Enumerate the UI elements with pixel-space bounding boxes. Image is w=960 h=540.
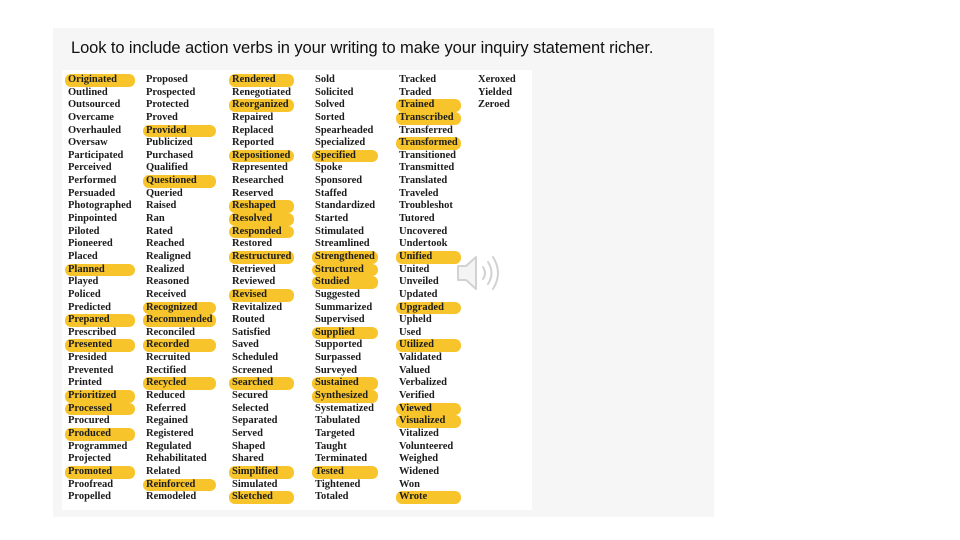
verb-item: Transmitted [399, 162, 455, 174]
highlighted-verb: Transcribed [396, 112, 461, 125]
verb-item: Reported [232, 137, 274, 149]
verb-item: Tightened [315, 478, 361, 490]
verb-item: Suggested [315, 288, 360, 300]
verb-item: Performed [68, 175, 117, 187]
verb-item: Sold [315, 74, 335, 85]
highlighted-verb: Originated [65, 74, 135, 87]
verb-item: Volunteered [399, 440, 454, 452]
verb-item: Participated [68, 149, 124, 161]
verb-item: Supported [315, 339, 363, 351]
verb-item: Rehabilitated [146, 453, 207, 465]
verb-item: Staffed [315, 187, 348, 199]
verb-item: Screened [232, 364, 273, 376]
verb-item: Realigned [146, 250, 191, 262]
verb-item: Xeroxed [478, 74, 516, 85]
highlighted-verb: Resolved [229, 213, 294, 226]
verb-item: Oversaw [68, 137, 108, 149]
verb-item: Systematized [315, 402, 374, 414]
verb-item: Restored [232, 238, 273, 250]
verb-item: Undertook [399, 238, 448, 250]
highlighted-verb: Sketched [229, 491, 294, 504]
verb-item: Remodeled [146, 491, 197, 503]
verb-item: Standardized [315, 200, 376, 212]
verb-item: Projected [68, 453, 111, 465]
verb-item: Weighed [399, 453, 439, 465]
verb-column-4 [315, 74, 378, 504]
highlighted-verb: Recognized [143, 302, 216, 315]
highlighted-verb: Questioned [143, 175, 216, 188]
verb-item: Started [315, 213, 349, 225]
verb-item: Referred [146, 402, 187, 414]
verb-item: Prevented [68, 364, 114, 376]
verb-item: Zeroed [478, 99, 510, 111]
verb-item: Rated [146, 225, 173, 237]
highlighted-verb: Sustained [312, 377, 378, 390]
verb-item: Solved [315, 99, 345, 111]
highlighted-verb: Restructured [229, 251, 294, 264]
verb-item: Ran [146, 213, 165, 225]
verb-item: Replaced [232, 124, 274, 136]
verb-item: Supervised [315, 314, 365, 326]
verb-item: Queried [146, 187, 183, 199]
verb-item: Protected [146, 99, 189, 111]
highlighted-verb: Upgraded [396, 302, 461, 315]
verb-item: Taught [315, 440, 347, 452]
highlighted-verb: Responded [229, 226, 294, 239]
verb-item: Propelled [68, 491, 111, 503]
verb-item: Purchased [146, 149, 194, 161]
verb-item: Vitalized [399, 427, 439, 439]
slide-heading: Look to include action verbs in your writing to make your inquiry statement richer. [71, 39, 654, 57]
highlighted-verb: Recorded [143, 339, 216, 352]
highlighted-verb: Rendered [229, 74, 294, 87]
verb-item: Updated [399, 288, 438, 300]
highlighted-verb: Reshaped [229, 200, 294, 213]
highlighted-verb: Supplied [312, 327, 378, 340]
highlighted-verb: Reinforced [143, 479, 216, 492]
highlighted-verb: Revised [229, 289, 294, 302]
verb-item: Represented [232, 162, 288, 174]
highlighted-verb: Produced [65, 428, 135, 441]
verb-item: Surpassed [315, 352, 362, 364]
verb-item: Played [68, 276, 99, 288]
verb-item: Traded [399, 86, 432, 98]
verb-item: Totaled [315, 491, 349, 503]
verb-item: Secured [232, 390, 268, 402]
highlighted-verb: Searched [229, 377, 294, 390]
verb-item: Yielded [478, 86, 513, 98]
verb-item: Presided [68, 352, 107, 364]
verb-item: Tracked [399, 74, 437, 85]
highlighted-verb: Structured [312, 264, 378, 277]
verb-column-6 [478, 74, 519, 112]
verb-item: Shared [232, 453, 264, 465]
highlighted-verb: Transformed [396, 137, 461, 150]
highlighted-verb: Utilized [396, 339, 461, 352]
verb-item: Rectified [146, 364, 187, 376]
highlighted-verb: Processed [65, 403, 135, 416]
highlighted-verb: Studied [312, 276, 378, 289]
verb-item: Routed [232, 314, 265, 326]
highlighted-verb: Prioritized [65, 390, 135, 403]
verb-item: Verbalized [399, 377, 448, 389]
highlighted-verb: Wrote [396, 491, 461, 504]
verb-item: Reasoned [146, 276, 190, 288]
verb-item: Piloted [68, 225, 100, 237]
verb-item: Publicized [146, 137, 193, 149]
highlighted-verb: Trained [396, 99, 461, 112]
verb-item: Summarized [315, 301, 373, 313]
highlighted-verb: Reorganized [229, 99, 294, 112]
verb-column-2 [146, 74, 216, 504]
highlighted-verb: Tested [312, 466, 378, 479]
highlighted-verb: Viewed [396, 403, 461, 416]
highlighted-verb: Visualized [396, 415, 461, 428]
highlighted-verb: Prepared [65, 314, 135, 327]
verb-item: Separated [232, 415, 278, 427]
verb-item: Stimulated [315, 225, 365, 237]
verb-item: Researched [232, 175, 284, 187]
highlighted-verb: Promoted [65, 466, 135, 479]
verb-item: Surveyed [315, 364, 357, 376]
highlighted-verb: Synthesized [312, 390, 378, 403]
verb-item: Regulated [146, 440, 192, 452]
verb-item: Proved [146, 111, 178, 123]
verb-item: Reached [146, 238, 185, 250]
verb-item: Qualified [146, 162, 189, 174]
verb-item: Valued [399, 364, 431, 376]
verb-item: Unveiled [399, 276, 439, 288]
verb-item: Programmed [68, 440, 128, 452]
verb-item: Placed [68, 250, 98, 262]
verb-item: Overcame [68, 111, 114, 123]
verb-item: Traveled [399, 187, 439, 199]
highlighted-verb: Simplified [229, 466, 294, 479]
verb-item: Sorted [315, 111, 345, 123]
verb-item: Perceived [68, 162, 112, 174]
verb-item: Tutored [399, 213, 435, 225]
verb-item: Satisfied [232, 326, 271, 338]
verb-item: Registered [146, 427, 194, 439]
verb-item: Translated [399, 175, 448, 187]
verb-item: Related [146, 465, 181, 477]
verb-item: Solicited [315, 86, 354, 98]
verb-item: Photographed [68, 200, 132, 212]
verb-item: Reviewed [232, 276, 276, 288]
speaker-volume-icon[interactable] [452, 245, 508, 306]
verb-item: Reduced [146, 390, 186, 402]
highlighted-verb: Strengthened [312, 251, 378, 264]
verb-item: Troubleshot [399, 200, 453, 212]
verb-item: Pioneered [68, 238, 113, 250]
verb-item: Upheld [399, 314, 432, 326]
highlighted-verb: Presented [65, 339, 135, 352]
highlighted-verb: Provided [143, 125, 216, 138]
verb-item: Scheduled [232, 352, 279, 364]
verb-item: Reconciled [146, 326, 195, 338]
verb-item: Verified [399, 390, 435, 402]
verb-item: Renegotiated [232, 86, 291, 98]
verb-item: Outsourced [68, 99, 121, 111]
verb-item: Selected [232, 402, 269, 414]
highlighted-verb: Recommended [143, 314, 216, 327]
verb-item: Proofread [68, 478, 114, 490]
verb-item: Tabulated [315, 415, 361, 427]
verb-item: Printed [68, 377, 102, 389]
verb-item: Retrieved [232, 263, 276, 275]
highlighted-verb: Recycled [143, 377, 216, 390]
verb-item: Proposed [146, 74, 188, 85]
verb-item: Spoke [315, 162, 343, 174]
verb-column-3 [232, 74, 294, 504]
verb-item: Terminated [315, 453, 368, 465]
verb-item: Received [146, 288, 187, 300]
verb-item: Spearheaded [315, 124, 374, 136]
verb-item: Persuaded [68, 187, 116, 199]
verb-item: Validated [399, 352, 442, 364]
verb-item: Procured [68, 415, 110, 427]
verb-column-1 [68, 74, 135, 504]
verb-item: Pinpointed [68, 213, 118, 225]
highlighted-verb: Unified [396, 251, 461, 264]
verb-item: Raised [146, 200, 177, 212]
verb-item: Used [399, 326, 422, 338]
verb-item: Sponsored [315, 175, 363, 187]
verb-item: Overhauled [68, 124, 122, 136]
verb-item: Regained [146, 415, 188, 427]
verb-item: Realized [146, 263, 185, 275]
verb-item: Specialized [315, 137, 366, 149]
verb-item: Reserved [232, 187, 274, 199]
verb-item: Predicted [68, 301, 111, 313]
verb-item: Streamlined [315, 238, 370, 250]
verb-item: Revitalized [232, 301, 283, 313]
verb-item: Uncovered [399, 225, 448, 237]
highlighted-verb: Planned [65, 264, 135, 277]
verb-item: Shaped [232, 440, 266, 452]
verb-item: Prospected [146, 86, 196, 98]
verb-item: Prescribed [68, 326, 117, 338]
verb-item: Targeted [315, 427, 355, 439]
verb-item: Simulated [232, 478, 278, 490]
verb-item: Won [399, 478, 421, 490]
verb-item: Recruited [146, 352, 191, 364]
verb-item: Repaired [232, 111, 274, 123]
verb-item: Policed [68, 288, 101, 300]
verb-item: Transferred [399, 124, 453, 136]
verb-item: Transitioned [399, 149, 456, 161]
verb-item: Saved [232, 339, 259, 351]
highlighted-verb: Repositioned [229, 150, 294, 163]
highlighted-verb: Specified [312, 150, 378, 163]
verb-item: Outlined [68, 86, 108, 98]
verb-item: Served [232, 427, 263, 439]
verb-item: Widened [399, 465, 440, 477]
verb-item: United [399, 263, 430, 275]
